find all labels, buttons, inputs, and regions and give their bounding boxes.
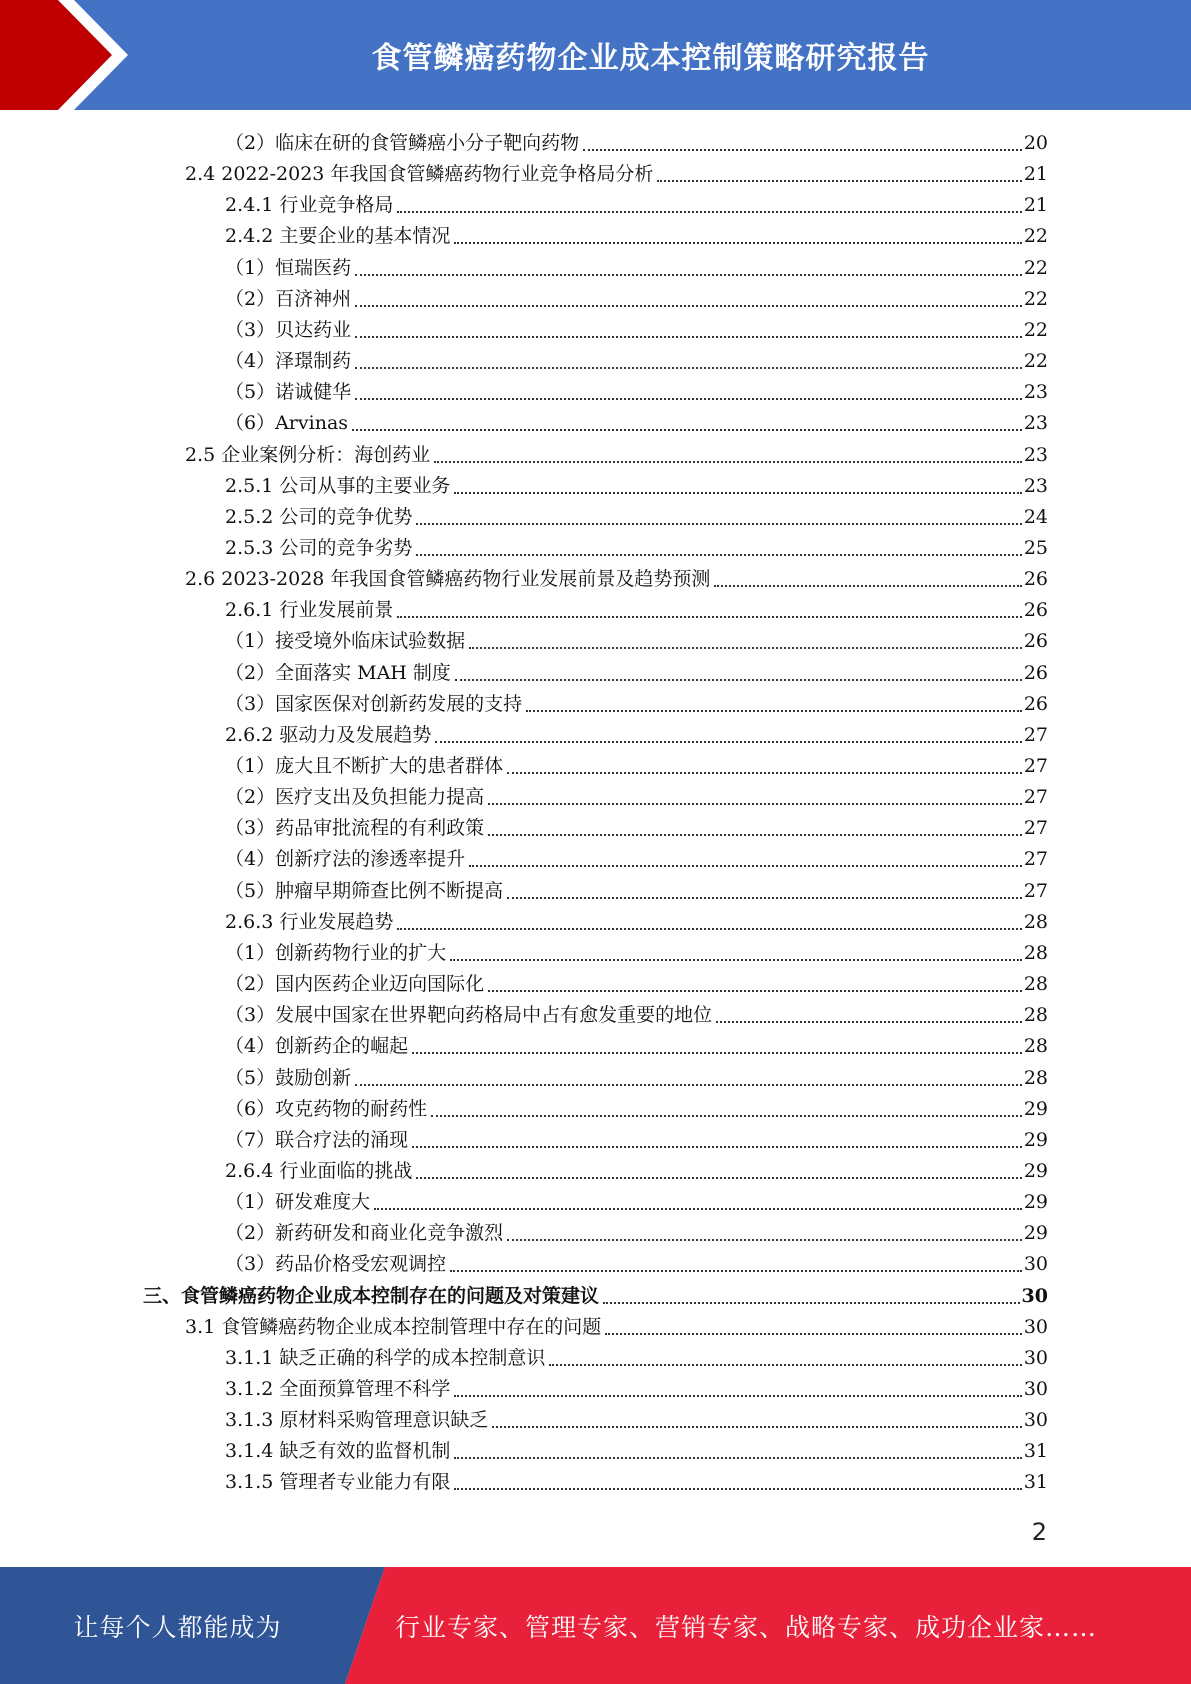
toc-dot-leader [355, 1084, 1022, 1086]
toc-entry[interactable] [225, 346, 1048, 377]
toc-entry-page: 23 [1023, 381, 1048, 404]
page-header [0, 0, 1191, 110]
toc-entry-page: 21 [1023, 163, 1048, 186]
toc-entry-page: 28 [1023, 973, 1048, 996]
toc-entry[interactable] [225, 969, 1048, 1000]
toc-entry-label: 2.6.1 行业发展前景 [225, 599, 394, 622]
toc-entry-page: 22 [1023, 225, 1048, 248]
toc-entry[interactable] [225, 751, 1048, 782]
toc-dot-leader [488, 834, 1022, 836]
toc-entry-page: 30 [1021, 1284, 1048, 1307]
toc-dot-leader [355, 274, 1022, 276]
toc-dot-leader [583, 149, 1022, 151]
toc-entry-page: 27 [1023, 879, 1048, 902]
toc-entry-page: 27 [1023, 723, 1048, 746]
toc-entry-page: 28 [1023, 1035, 1048, 1058]
toc-entry[interactable] [225, 284, 1048, 315]
toc-entry-label: （3）发展中国家在世界靶向药格局中占有愈发重要的地位 [225, 1004, 713, 1027]
toc-entry-page: 24 [1023, 505, 1048, 528]
toc-entry-label: 2.5 企业案例分析：海创药业 [185, 443, 431, 466]
toc-entry-label: （3）药品审批流程的有利政策 [225, 817, 485, 840]
toc-dot-leader [355, 398, 1022, 400]
toc-entry-page: 30 [1023, 1378, 1048, 1400]
toc-entry-page: 27 [1023, 755, 1048, 777]
toc-entry-label: （1）创新药物行业的扩大 [225, 941, 447, 964]
toc-entry-label: （1）研发难度大 [225, 1191, 371, 1214]
toc-entry-page: 29 [1023, 1128, 1048, 1151]
toc-entry-page: 23 [1023, 443, 1048, 466]
toc-entry-label: （5）鼓励创新 [225, 1066, 352, 1089]
toc-entry-label: （3）药品价格受宏观调控 [225, 1253, 447, 1276]
toc-entry[interactable] [225, 408, 1048, 439]
toc-entry[interactable] [225, 720, 1048, 751]
toc-entry-label: （2）国内医药企业迈向国际化 [225, 973, 485, 996]
toc-entry[interactable] [225, 907, 1048, 938]
toc-entry[interactable] [225, 128, 1048, 159]
toc-entry-page: 22 [1023, 256, 1048, 279]
toc-entry-label: （4）创新疗法的渗透率提升 [225, 848, 466, 871]
toc-entry-page: 25 [1023, 536, 1048, 559]
toc-entry[interactable] [225, 844, 1048, 875]
toc-entry-label: 2.4.2 主要企业的基本情况 [225, 225, 451, 248]
toc-entry-label: （3）国家医保对创新药发展的支持 [225, 692, 523, 715]
toc-entry-label: （2）全面落实 MAH 制度 [225, 661, 451, 684]
toc-entry-page: 26 [1023, 630, 1048, 653]
toc-entry-page: 29 [1023, 1191, 1048, 1214]
toc-entry-page: 31 [1023, 1471, 1048, 1494]
toc-entry-page: 29 [1023, 1097, 1048, 1120]
toc-entry[interactable] [225, 221, 1048, 252]
toc-dot-leader [549, 1364, 1021, 1366]
toc-entry[interactable] [225, 1436, 1048, 1467]
toc-entry-label: （6）攻克药物的耐药性 [225, 1097, 428, 1120]
toc-entry-label: 3.1.1 缺乏正确的科学的成本控制意识 [225, 1346, 546, 1369]
toc-entry[interactable] [185, 440, 1048, 471]
toc-entry[interactable] [143, 1281, 1048, 1312]
toc-dot-leader [416, 554, 1021, 556]
toc-dot-leader [454, 1395, 1021, 1397]
toc-dot-leader [454, 492, 1021, 494]
page-number: 2 [1031, 1518, 1047, 1546]
toc-entry[interactable] [225, 471, 1048, 502]
toc-dot-leader [716, 1021, 1022, 1023]
toc-entry[interactable] [185, 1312, 1048, 1343]
toc-entry-label: 三、食管鳞癌药物企业成本控制存在的问题及对策建议 [143, 1284, 600, 1307]
toc-entry-label: 2.4 2022-2023 年我国食管鳞癌药物行业竞争格局分析 [185, 163, 654, 186]
toc-entry-page: 20 [1023, 132, 1048, 154]
toc-entry[interactable] [225, 377, 1048, 408]
toc-entry-page: 26 [1023, 692, 1048, 715]
toc-entry[interactable] [225, 1156, 1048, 1187]
toc-entry[interactable] [225, 1031, 1048, 1062]
footer-slogan-left: 让每个人都能成为 [73, 1612, 282, 1642]
toc-entry-page: 27 [1023, 848, 1048, 871]
toc-entry-label: 3.1 食管鳞癌药物企业成本控制管理中存在的问题 [185, 1315, 602, 1338]
toc-entry-label: （1）接受境外临床试验数据 [225, 630, 466, 653]
toc-entry-page: 22 [1023, 318, 1048, 341]
toc-entry-page: 22 [1023, 287, 1048, 310]
toc-dot-leader [605, 1333, 1022, 1335]
toc-entry-label: （3）贝达药业 [225, 318, 352, 341]
toc-dot-leader [416, 523, 1021, 525]
toc-entry-label: 2.5.3 公司的竞争劣势 [225, 536, 413, 559]
toc-entry[interactable] [225, 1125, 1048, 1156]
toc-entry[interactable] [225, 1187, 1048, 1218]
toc-entry-label: （6）Arvinas [225, 412, 349, 435]
toc-entry[interactable] [225, 315, 1048, 346]
toc-dot-leader [507, 897, 1022, 899]
toc-entry-label: （5）肿瘤早期筛查比例不断提高 [225, 879, 504, 902]
toc-entry-page: 22 [1023, 350, 1048, 373]
toc-dot-leader [526, 710, 1022, 712]
toc-dot-leader [507, 772, 1022, 774]
toc-entry-label: 2.6.3 行业发展趋势 [225, 910, 394, 933]
toc-entry[interactable] [225, 658, 1048, 689]
toc-dot-leader [416, 1177, 1021, 1179]
toc-entry[interactable] [225, 782, 1048, 813]
toc-entry[interactable] [225, 595, 1048, 626]
toc-entry-label: 3.1.2 全面预算管理不科学 [225, 1378, 451, 1400]
toc-entry-label: （7）联合疗法的涌现 [225, 1128, 409, 1151]
toc-dot-leader [435, 741, 1021, 743]
toc-entry[interactable] [225, 1218, 1048, 1249]
toc-entry-label: （2）临床在研的食管鳞癌小分子靶向药物 [225, 132, 580, 154]
toc-dot-leader [469, 865, 1022, 867]
toc-entry-label: 2.6 2023-2028 年我国食管鳞癌药物行业发展前景及趋势预测 [185, 568, 711, 591]
toc-dot-leader [450, 959, 1022, 961]
toc-dot-leader [434, 461, 1022, 463]
toc-dot-leader [714, 585, 1021, 587]
toc-entry-label: 3.1.3 原材料采购管理意识缺乏 [225, 1409, 489, 1432]
toc-dot-leader [454, 1488, 1021, 1490]
toc-entry[interactable] [225, 533, 1048, 564]
toc-entry-label: （1）庞大且不断扩大的患者群体 [225, 755, 504, 777]
toc-entry[interactable] [225, 502, 1048, 533]
toc-entry-label: （2）百济神州 [225, 287, 352, 310]
toc-entry-page: 26 [1023, 599, 1048, 622]
footer-slogan-right: 行业专家、管理专家、营销专家、战略专家、成功企业家…… [395, 1612, 1098, 1642]
toc-entry[interactable] [225, 190, 1048, 221]
toc-entry-label: 2.5.1 公司从事的主要业务 [225, 474, 451, 497]
toc-entry-label: 2.4.1 行业竞争格局 [225, 194, 394, 217]
toc-dot-leader [492, 1426, 1021, 1428]
toc-entry-page: 28 [1023, 1066, 1048, 1089]
toc-entry[interactable] [225, 1374, 1048, 1405]
toc-entry-page: 30 [1023, 1253, 1048, 1276]
toc-entry[interactable] [225, 1249, 1048, 1280]
toc-dot-leader [603, 1302, 1020, 1304]
toc-entry-page: 30 [1023, 1346, 1048, 1369]
toc-entry-page: 26 [1023, 568, 1048, 591]
toc-entry[interactable] [185, 564, 1048, 595]
toc-entry[interactable] [225, 1094, 1048, 1125]
toc-dot-leader [488, 803, 1022, 805]
toc-entry-label: （5）诺诚健华 [225, 381, 352, 404]
toc-dot-leader [397, 928, 1021, 930]
toc-entry-page: 26 [1023, 661, 1048, 684]
toc-entry-label: （4）创新药企的崛起 [225, 1035, 409, 1058]
toc-dot-leader [454, 1457, 1021, 1459]
toc-dot-leader [488, 990, 1022, 992]
toc-entry[interactable] [225, 813, 1048, 844]
toc-entry-label: 2.5.2 公司的竞争优势 [225, 505, 413, 528]
toc-entry[interactable] [225, 1405, 1048, 1436]
toc-dot-leader [355, 367, 1022, 369]
toc-dot-leader [469, 647, 1022, 649]
toc-entry-label: （4）泽璟制药 [225, 350, 352, 373]
toc-entry-label: （2）新药研发和商业化竞争激烈 [225, 1222, 504, 1245]
toc-entry[interactable] [185, 159, 1048, 190]
toc-dot-leader [507, 1239, 1022, 1241]
page-footer [0, 1567, 1191, 1684]
toc-entry-label: 3.1.5 管理者专业能力有限 [225, 1471, 451, 1494]
toc-entry[interactable] [225, 1467, 1048, 1498]
toc-dot-leader [450, 1270, 1022, 1272]
toc-dot-leader [431, 1115, 1022, 1117]
toc-dot-leader [355, 336, 1022, 338]
document-title: 食管鳞癌药物企业成本控制策略研究报告 [371, 41, 930, 76]
toc-entry-page: 27 [1023, 786, 1048, 809]
toc-entry[interactable] [225, 626, 1048, 657]
toc-entry[interactable] [225, 689, 1048, 720]
toc-entry-page: 31 [1023, 1440, 1048, 1463]
toc-entry-label: 2.6.4 行业面临的挑战 [225, 1159, 413, 1182]
toc-entry[interactable] [225, 938, 1048, 969]
toc-entry-page: 30 [1023, 1409, 1048, 1432]
toc-entry[interactable] [225, 1000, 1048, 1031]
toc-dot-leader [352, 429, 1022, 431]
toc-dot-leader [397, 211, 1021, 213]
toc-entry-label: 2.6.2 驱动力及发展趋势 [225, 723, 432, 746]
toc-dot-leader [412, 1052, 1022, 1054]
toc-entry-label: （1）恒瑞医药 [225, 256, 352, 279]
toc-entry-page: 27 [1023, 817, 1048, 840]
toc-entry-page: 29 [1023, 1159, 1048, 1182]
toc-entry-page: 30 [1023, 1315, 1048, 1338]
toc-dot-leader [355, 305, 1022, 307]
toc-entry-page: 21 [1023, 194, 1048, 217]
toc-entry[interactable] [225, 1343, 1048, 1374]
toc-entry[interactable] [225, 876, 1048, 907]
toc-entry-page: 28 [1023, 941, 1048, 964]
toc-dot-leader [412, 1146, 1022, 1148]
toc-entry-page: 23 [1023, 474, 1048, 497]
toc-entry-page: 28 [1023, 910, 1048, 933]
toc-dot-leader [397, 616, 1021, 618]
toc-dot-leader [454, 242, 1021, 244]
toc-entry-page: 28 [1023, 1004, 1048, 1027]
toc-entry-label: 3.1.4 缺乏有效的监督机制 [225, 1440, 451, 1463]
toc-dot-leader [657, 180, 1021, 182]
toc-dot-leader [374, 1208, 1022, 1210]
toc-entry[interactable] [225, 253, 1048, 284]
toc-entry-page: 23 [1023, 412, 1048, 435]
toc-dot-leader [455, 679, 1022, 681]
toc-entry-label: （2）医疗支出及负担能力提高 [225, 786, 485, 809]
toc-entry[interactable] [225, 1063, 1048, 1094]
toc-entry-page: 29 [1023, 1222, 1048, 1245]
